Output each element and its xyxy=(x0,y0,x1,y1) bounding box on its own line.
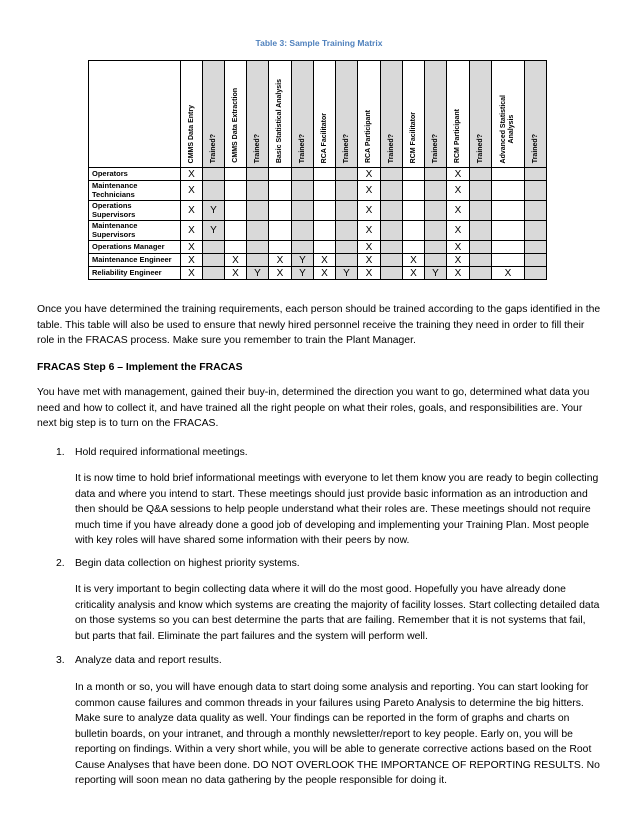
required-cell: X xyxy=(181,201,203,221)
trained-cell xyxy=(336,181,358,201)
matrix-header-row xyxy=(89,61,547,168)
trained-cell xyxy=(336,241,358,254)
role-cell: Maintenance Supervisors xyxy=(89,221,181,241)
column-header-label: Trained? xyxy=(209,133,217,163)
required-cell: X xyxy=(447,168,470,181)
required-cell: X xyxy=(314,267,336,280)
list-item-body: In a month or so, you will have enough data to start doing some analysis and reporting. You can start looking for common cause failures and common threads in your failures using Pareto Analysis to determine the big hitters. Make sure to analyze data quality as well. Your findings can be reported in the form of graphs and charts on bulletin boards, on your intranet, and through a monthly newsletter/report to key people. Early on, you will be reporting on findings. Within a very short while, you will be able to generate corrective actions based on the Root Cause Analyses that have been done. DO NOT OVERLOOK THE IMPORTANCE OF REPORTING RESULTS. No reporting will soon mean no data gathering by the people responsible for doing it. xyxy=(75,682,600,786)
required-cell xyxy=(403,181,425,201)
column-header-label: RCM Participant xyxy=(454,108,461,163)
required-cell xyxy=(225,201,247,221)
trained-cell xyxy=(381,254,403,267)
column-header-trained xyxy=(425,61,447,168)
required-cell: X xyxy=(447,241,470,254)
role-cell: Operations Manager xyxy=(89,241,181,254)
required-cell: X xyxy=(403,267,425,280)
trained-cell xyxy=(525,221,547,241)
list-item-title: Analyze data and report results. xyxy=(75,655,222,666)
required-cell xyxy=(314,168,336,181)
column-header-label: CMMS Data Entry xyxy=(187,104,195,163)
trained-cell xyxy=(470,241,492,254)
trained-cell xyxy=(336,254,358,267)
trained-cell: Y xyxy=(203,221,225,241)
column-header-trained xyxy=(525,61,547,168)
trained-cell xyxy=(381,168,403,181)
trained-cell xyxy=(425,168,447,181)
trained-cell xyxy=(470,221,492,241)
required-cell: X xyxy=(181,221,203,241)
required-cell xyxy=(403,201,425,221)
column-header-trained xyxy=(381,61,403,168)
trained-cell xyxy=(470,267,492,280)
column-header-trained xyxy=(203,61,225,168)
column-header-label: Trained? xyxy=(342,133,350,163)
required-cell: X xyxy=(447,181,470,201)
table-row xyxy=(89,201,547,221)
training-matrix-table xyxy=(88,60,547,280)
required-cell xyxy=(492,254,525,267)
list-item-title: Hold required informational meetings. xyxy=(75,447,248,458)
trained-cell: Y xyxy=(292,254,314,267)
column-header-label: Advanced Statistical Analysis xyxy=(500,94,515,163)
required-cell xyxy=(492,241,525,254)
trained-cell xyxy=(203,181,225,201)
column-header-skill xyxy=(314,61,336,168)
column-header-label: Trained? xyxy=(253,133,261,163)
required-cell xyxy=(314,241,336,254)
trained-cell xyxy=(247,168,269,181)
trained-cell xyxy=(381,267,403,280)
trained-cell xyxy=(336,201,358,221)
trained-cell xyxy=(247,221,269,241)
required-cell: X xyxy=(358,221,381,241)
column-header-label: Trained? xyxy=(531,133,539,163)
required-cell: X xyxy=(181,267,203,280)
required-cell xyxy=(269,221,292,241)
step-heading: FRACAS Step 6 – Implement the FRACAS xyxy=(37,362,243,373)
required-cell: X xyxy=(358,254,381,267)
trained-cell xyxy=(247,201,269,221)
trained-cell xyxy=(525,168,547,181)
required-cell: X xyxy=(269,267,292,280)
column-header-trained xyxy=(336,61,358,168)
table-row xyxy=(89,181,547,201)
trained-cell xyxy=(247,254,269,267)
trained-cell xyxy=(292,241,314,254)
required-cell xyxy=(225,221,247,241)
column-header-trained xyxy=(470,61,492,168)
intro-paragraph: Once you have determined the training requirements, each person should be trained according to the gaps identified in the table. This table will also be used to ensure that newly hired personnel receive the training they need in order to fill their role in the FRACAS process. Make sure you remember to train the Plant Manager. xyxy=(37,304,601,346)
required-cell: X xyxy=(403,254,425,267)
trained-cell xyxy=(525,181,547,201)
column-header-skill xyxy=(181,61,203,168)
required-cell xyxy=(403,241,425,254)
required-cell: X xyxy=(269,254,292,267)
trained-cell xyxy=(425,201,447,221)
role-cell: Reliability Engineer xyxy=(89,267,181,280)
table-row xyxy=(89,254,547,267)
table-row xyxy=(89,267,547,280)
trained-cell xyxy=(247,241,269,254)
trained-cell xyxy=(525,254,547,267)
required-cell xyxy=(269,241,292,254)
trained-cell xyxy=(470,181,492,201)
required-cell xyxy=(492,201,525,221)
required-cell xyxy=(314,201,336,221)
list-item-title: Begin data collection on highest priority systems. xyxy=(75,558,300,569)
trained-cell xyxy=(470,201,492,221)
column-header-skill xyxy=(403,61,425,168)
trained-cell: Y xyxy=(336,267,358,280)
trained-cell xyxy=(425,254,447,267)
required-cell: X xyxy=(181,254,203,267)
matrix-body xyxy=(89,168,547,280)
trained-cell xyxy=(203,254,225,267)
column-header-skill xyxy=(225,61,247,168)
trained-cell xyxy=(203,241,225,254)
required-cell xyxy=(225,241,247,254)
column-header-label: RCM Facilitator xyxy=(409,111,417,163)
trained-cell xyxy=(470,168,492,181)
column-header-label: Basic Statistical Analysis xyxy=(276,78,283,163)
step-intro-paragraph: You have met with management, gained their buy-in, determined the direction you want to go, determined what data you need and how to collect it, and have trained all the right people on what their roles, goals, and responsibilities are. Your next big step is to turn on the FRACAS. xyxy=(37,387,590,429)
column-header-skill xyxy=(358,61,381,168)
trained-cell xyxy=(525,201,547,221)
required-cell: X xyxy=(314,254,336,267)
trained-cell xyxy=(425,221,447,241)
table-row xyxy=(89,221,547,241)
column-header-label: CMMS Data Extraction xyxy=(231,88,239,163)
required-cell xyxy=(225,168,247,181)
trained-cell xyxy=(425,241,447,254)
required-cell: X xyxy=(225,254,247,267)
column-header-label: Trained? xyxy=(387,133,395,163)
list-item-body: It is very important to begin collecting data where it will do the most good. Hopefully you have already done criticality analysis and know which systems are creating the majority of facility losses. Start collecting detailed data on those systems so you can best determine the parts that are failing. Remember that it is not systems that fail, but parts that fail. Eliminate the part failures and the system will perform well. xyxy=(75,584,600,642)
trained-cell xyxy=(470,254,492,267)
column-header-skill xyxy=(447,61,470,168)
column-header-trained xyxy=(292,61,314,168)
table-caption: Table 3: Sample Training Matrix xyxy=(255,38,383,48)
required-cell: X xyxy=(181,168,203,181)
required-cell xyxy=(314,221,336,241)
required-cell: X xyxy=(358,267,381,280)
required-cell: X xyxy=(181,241,203,254)
trained-cell xyxy=(525,267,547,280)
column-header-skill xyxy=(269,61,292,168)
trained-cell xyxy=(336,168,358,181)
trained-cell xyxy=(203,267,225,280)
required-cell xyxy=(269,181,292,201)
trained-cell: Y xyxy=(425,267,447,280)
trained-cell xyxy=(292,221,314,241)
required-cell xyxy=(225,181,247,201)
trained-cell xyxy=(292,168,314,181)
table-row xyxy=(89,168,547,181)
matrix-corner-cell xyxy=(89,61,181,168)
trained-cell: Y xyxy=(203,201,225,221)
column-header-trained xyxy=(247,61,269,168)
required-cell: X xyxy=(447,267,470,280)
list-item-number: 1. xyxy=(56,447,65,458)
trained-cell xyxy=(525,241,547,254)
required-cell: X xyxy=(358,201,381,221)
column-header-label: Trained? xyxy=(476,133,484,163)
trained-cell xyxy=(381,221,403,241)
required-cell xyxy=(269,201,292,221)
list-item-number: 3. xyxy=(56,655,65,666)
column-header-label: Trained? xyxy=(431,133,439,163)
trained-cell xyxy=(381,201,403,221)
required-cell: X xyxy=(447,221,470,241)
required-cell: X xyxy=(358,181,381,201)
required-cell: X xyxy=(181,181,203,201)
required-cell: X xyxy=(447,254,470,267)
required-cell xyxy=(403,168,425,181)
column-header-label: RCA Participant xyxy=(365,109,372,163)
role-cell: Maintenance Engineer xyxy=(89,254,181,267)
required-cell: X xyxy=(492,267,525,280)
role-cell: Operators xyxy=(89,168,181,181)
required-cell xyxy=(492,181,525,201)
table-row xyxy=(89,241,547,254)
trained-cell xyxy=(381,241,403,254)
trained-cell: Y xyxy=(292,267,314,280)
required-cell: X xyxy=(447,201,470,221)
required-cell xyxy=(269,168,292,181)
required-cell xyxy=(314,181,336,201)
role-cell: Operations Supervisors xyxy=(89,201,181,221)
required-cell xyxy=(492,221,525,241)
column-header-label: RCA Facilitator xyxy=(320,112,328,163)
trained-cell xyxy=(292,181,314,201)
trained-cell xyxy=(203,168,225,181)
required-cell: X xyxy=(225,267,247,280)
role-cell: Maintenance Technicians xyxy=(89,181,181,201)
trained-cell xyxy=(247,181,269,201)
column-header-skill xyxy=(492,61,525,168)
required-cell xyxy=(403,221,425,241)
trained-cell: Y xyxy=(247,267,269,280)
list-item-number: 2. xyxy=(56,558,65,569)
required-cell: X xyxy=(358,241,381,254)
trained-cell xyxy=(381,181,403,201)
column-header-label: Trained? xyxy=(298,133,306,163)
required-cell: X xyxy=(358,168,381,181)
trained-cell xyxy=(336,221,358,241)
trained-cell xyxy=(425,181,447,201)
required-cell xyxy=(492,168,525,181)
list-item-body: It is now time to hold brief informational meetings with everyone to let them know you are ready to begin collecting data and where you intend to start. These meetings should just provide basic information as an introduction and then should be Q&A sessions to help people understand what their roles are. These meetings should not require much time if you have already done a good job of developing and implementing your Training Plan. Most people with key roles will have shared some information with their peers by now. xyxy=(75,473,599,546)
trained-cell xyxy=(292,201,314,221)
